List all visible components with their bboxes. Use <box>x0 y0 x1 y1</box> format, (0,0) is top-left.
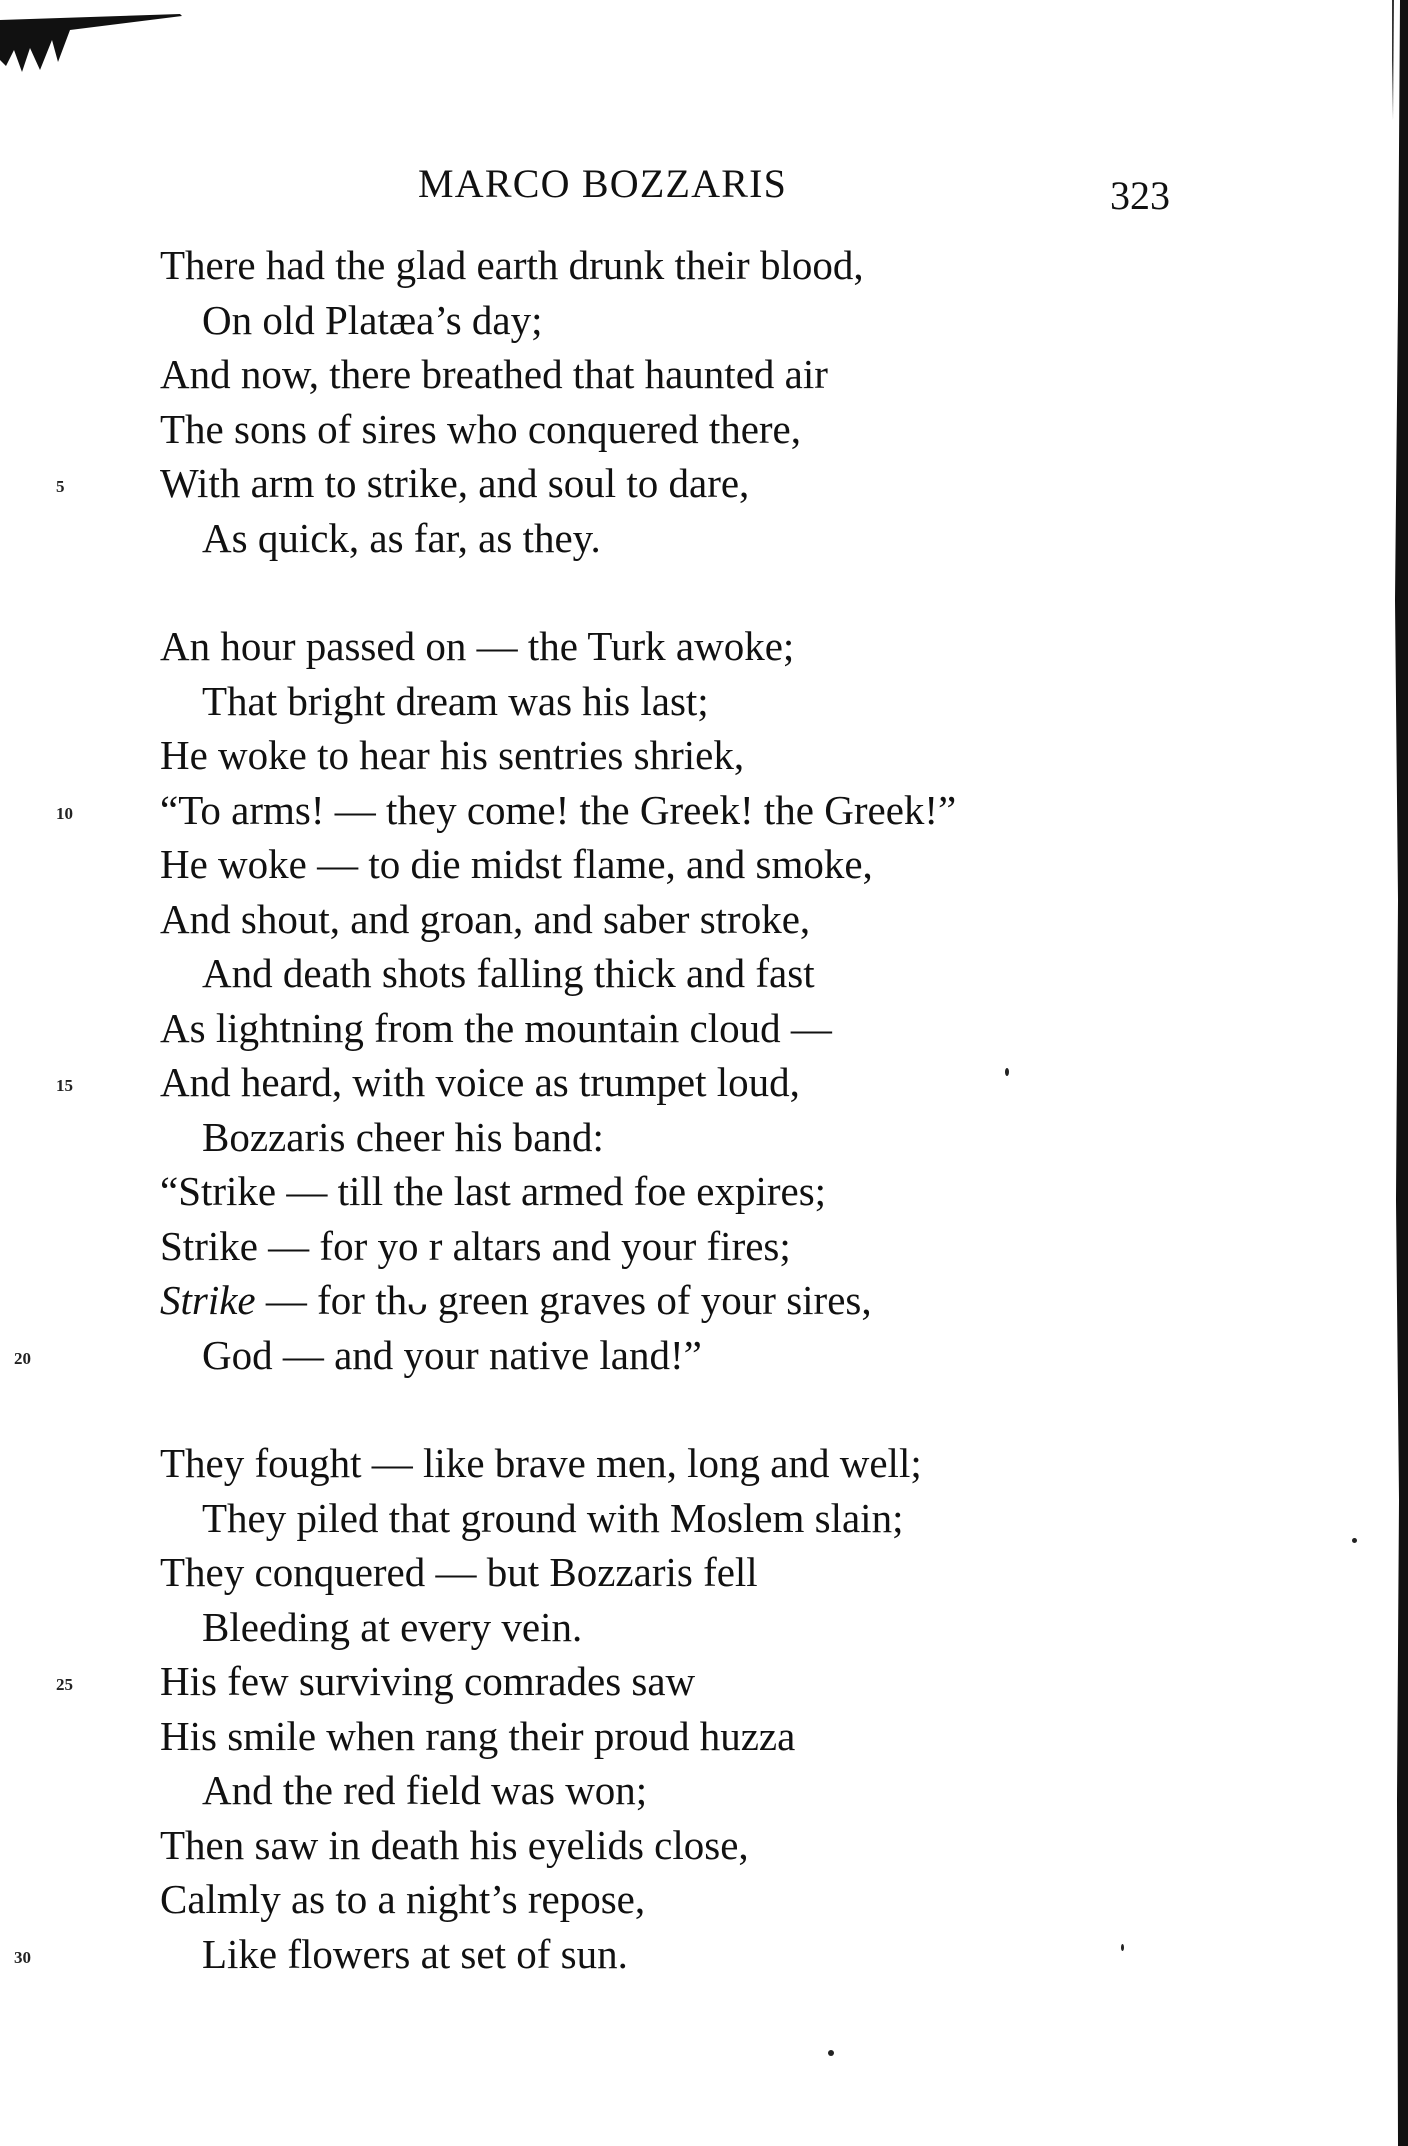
poem-line <box>160 238 1160 293</box>
line-text: “To arms! — they come! the Greek! the Greek!” <box>160 786 957 833</box>
scan-speck <box>1121 1944 1124 1951</box>
line-text: And the red field was won; <box>202 1767 648 1813</box>
line-text: As quick, as far, as they. <box>202 514 601 561</box>
scan-speck <box>1005 1068 1009 1076</box>
line-text: They piled that ground with Moslem slain; <box>202 1494 904 1541</box>
poem-line <box>160 674 1160 729</box>
line-text: And now, there breathed that haunted air <box>160 351 828 397</box>
line-number: 10 <box>56 803 73 823</box>
poem-line <box>160 1110 1160 1165</box>
line-text: He woke to hear his sentries shriek, <box>160 732 745 778</box>
line-number: 20 <box>14 1348 31 1368</box>
poem-line <box>14 1328 1160 1383</box>
line-text: And shout, and groan, and saber stroke, <box>160 895 811 942</box>
line-text: — for thᴗ green graves of your sires, <box>255 1277 872 1323</box>
line-text: As lightning from the mountain cloud — <box>160 1004 832 1051</box>
poem-line <box>160 1872 1160 1927</box>
line-text: Then saw in death his eyelids close, <box>160 1821 749 1868</box>
scan-speck <box>1352 1538 1357 1543</box>
stanza <box>14 1436 1160 1981</box>
poem-line <box>160 1709 1160 1764</box>
line-number: 30 <box>14 1947 31 1967</box>
poem-line <box>160 1491 1160 1546</box>
poem-line <box>160 1436 1160 1491</box>
poem-line <box>160 402 1160 457</box>
line-text: And death shots falling thick and fast <box>202 950 815 996</box>
stanza <box>56 238 1160 565</box>
scan-speck <box>828 2050 834 2056</box>
poem-line <box>160 347 1160 402</box>
poem-line <box>160 619 1160 674</box>
poem-line <box>160 892 1160 947</box>
scan-corner-mark <box>0 0 190 80</box>
poem-line <box>160 1164 1160 1219</box>
poem-line <box>160 1219 1160 1274</box>
poem-line <box>160 1273 1160 1328</box>
poem-line <box>160 1763 1160 1818</box>
page-number: 323 <box>1110 173 1170 218</box>
poem-line <box>160 946 1160 1001</box>
line-text: There had the glad earth drunk their blood, <box>160 242 864 288</box>
line-text: Strike — for yo r altars and your fires; <box>160 1222 791 1269</box>
poem-line <box>160 1600 1160 1655</box>
poem-line <box>160 1001 1160 1056</box>
line-text: God — and your native land!” <box>202 1331 702 1378</box>
line-number: 5 <box>56 477 65 496</box>
poem-line <box>160 293 1160 348</box>
line-text: “Strike — till the last armed foe expires; <box>160 1168 827 1214</box>
line-text: They conquered — but Bozzaris fell <box>160 1549 758 1595</box>
poem-line <box>160 728 1160 783</box>
stanza <box>14 619 1160 1382</box>
line-text: His few surviving comrades saw <box>160 1658 696 1704</box>
poem-line <box>14 1927 1160 1982</box>
line-text: Bleeding at every vein. <box>202 1603 583 1650</box>
scan-binding-edge <box>1378 0 1408 2146</box>
running-head-title: MARCO BOZZARIS <box>418 161 788 206</box>
line-text: The sons of sires who conquered there, <box>160 405 802 452</box>
poem-line <box>160 511 1160 566</box>
poem-body <box>14 238 1160 1981</box>
line-text: And heard, with voice as trumpet loud, <box>160 1059 800 1105</box>
line-text-italic: Strike <box>160 1277 256 1323</box>
line-text: They fought — like brave men, long and well; <box>160 1440 922 1486</box>
line-text: That bright dream was his last; <box>202 677 709 724</box>
poem-line <box>160 1545 1160 1600</box>
line-text: Bozzaris cheer his band: <box>202 1113 604 1160</box>
line-text: Like flowers at set of sun. <box>202 1930 628 1977</box>
line-text: With arm to strike, and soul to dare, <box>160 460 750 506</box>
line-text: His smile when rang their proud huzza <box>160 1712 796 1759</box>
poem-line <box>160 1818 1160 1873</box>
line-text: On old Platæa’s day; <box>202 296 543 343</box>
poem-line <box>56 456 1160 511</box>
poem-line <box>160 837 1160 892</box>
line-text: He woke — to die midst flame, and smoke, <box>160 841 873 887</box>
line-text: Calmly as to a night’s repose, <box>160 1876 646 1922</box>
line-number: 25 <box>56 1675 73 1694</box>
poem-line <box>56 1055 1160 1110</box>
poem-line <box>56 783 1160 838</box>
line-text: An hour passed on — the Turk awoke; <box>160 623 795 669</box>
poem-line <box>56 1654 1160 1709</box>
line-number: 15 <box>56 1076 73 1095</box>
